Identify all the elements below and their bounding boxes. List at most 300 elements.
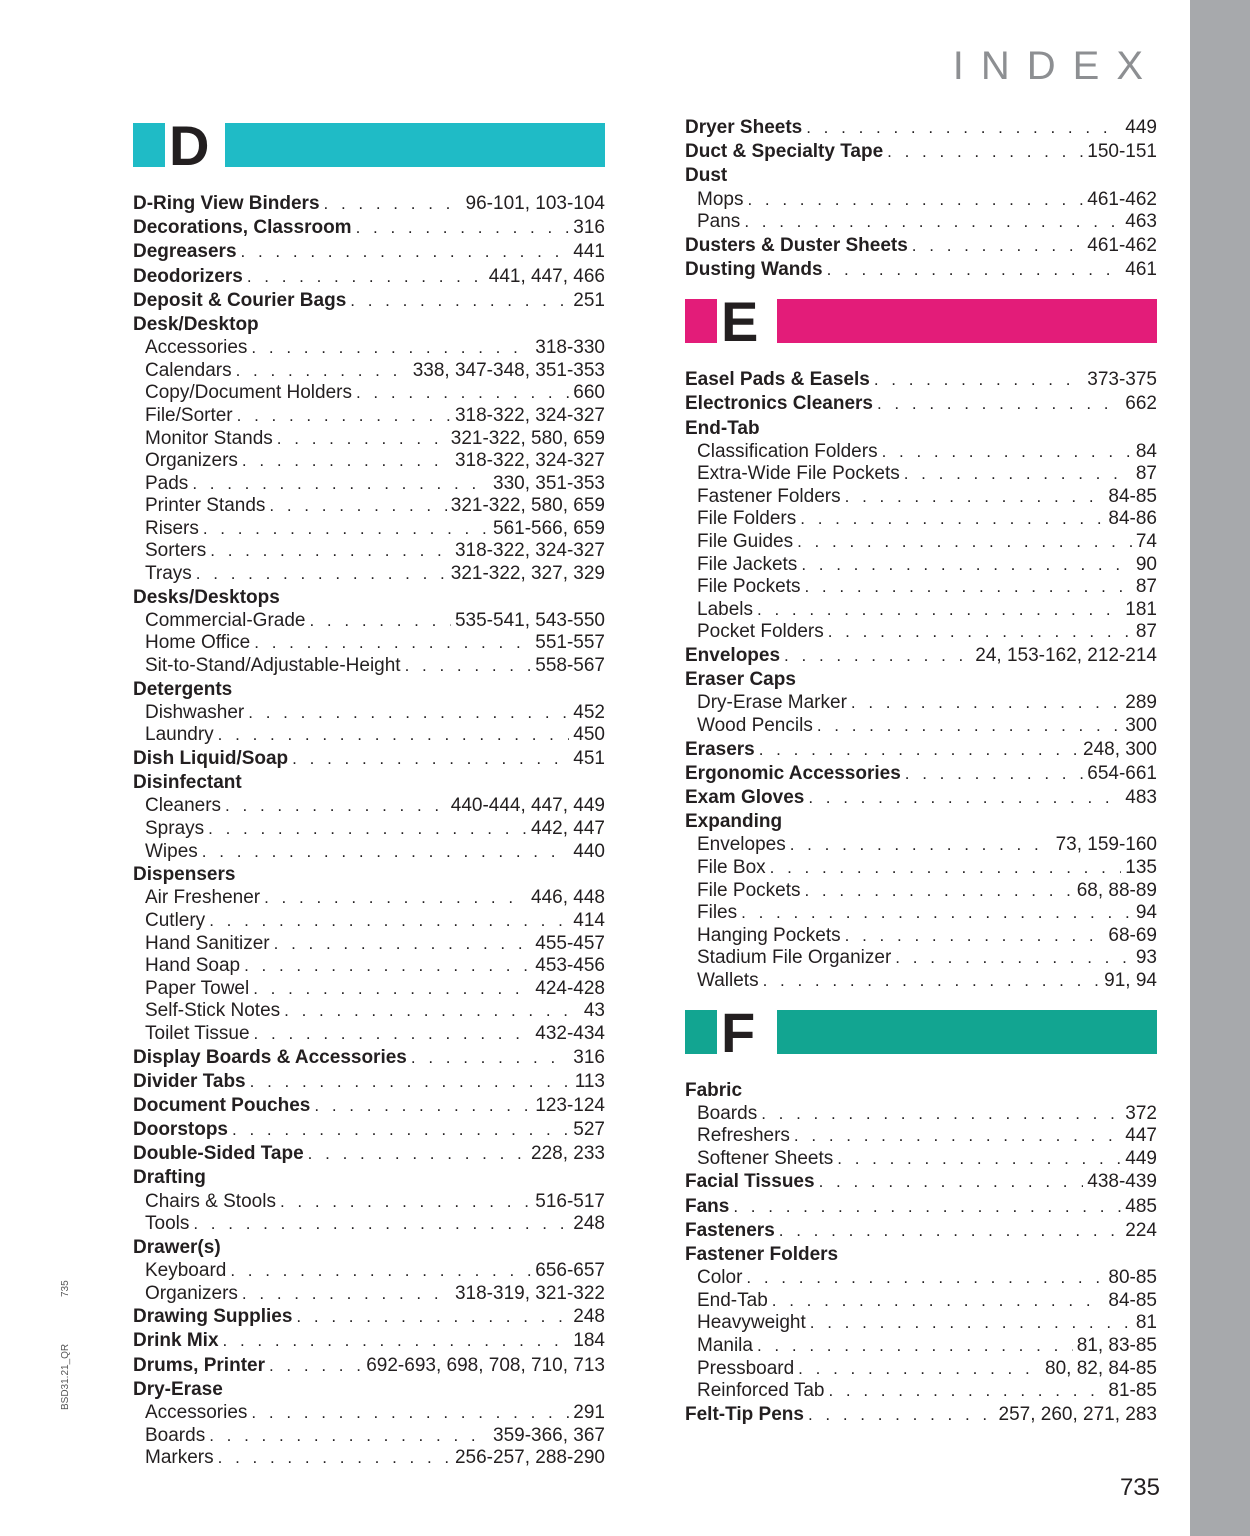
entry-pages: 483 (1125, 786, 1157, 808)
dot-leader (904, 463, 1132, 486)
index-subentry (133, 795, 605, 818)
entry-pages: 452 (573, 701, 605, 723)
dot-leader (225, 795, 447, 818)
section-bar-left (133, 123, 165, 167)
entry-label: Labels (697, 598, 753, 620)
entry-label: Duct & Specialty Tape (685, 141, 884, 163)
dot-leader (784, 644, 971, 668)
index-subentry (133, 841, 605, 864)
section-letter: E (721, 290, 759, 354)
entry-label: Fasteners (685, 1219, 775, 1241)
index-subentry (685, 621, 1157, 644)
dot-leader (350, 289, 569, 313)
index-subentry (685, 1103, 1157, 1126)
entry-label: Cutlery (145, 909, 206, 931)
entry-pages: 438-439 (1087, 1171, 1157, 1193)
index-subentry (685, 692, 1157, 715)
index-entry (685, 1170, 1157, 1194)
entry-pages: 321-322, 580, 659 (450, 495, 605, 517)
index-entry (685, 810, 1157, 834)
entry-pages: 96-101, 103-104 (465, 193, 605, 214)
dot-leader (251, 337, 531, 360)
index-subentry (133, 518, 605, 541)
entry-label: Sit-to-Stand/Adjustable-Height (145, 655, 401, 677)
entry-pages: 656-657 (535, 1260, 605, 1281)
dot-leader (887, 140, 1083, 164)
entry-label: Keyboard (145, 1260, 227, 1281)
entry-label: Calendars (145, 359, 232, 381)
entry-pages: 321-322, 327, 329 (450, 563, 605, 585)
side-strip (1190, 0, 1250, 1536)
dot-leader (193, 1213, 569, 1236)
entry-label: Organizers (145, 1282, 238, 1304)
dot-leader (274, 933, 532, 956)
index-entry (685, 786, 1157, 810)
index-entry (685, 234, 1157, 258)
dot-leader (218, 724, 570, 747)
index-subentry (133, 610, 605, 633)
entry-pages: 291 (573, 1401, 605, 1423)
dot-leader (209, 910, 569, 933)
dot-leader (828, 621, 1132, 644)
dot-leader (877, 392, 1121, 416)
entry-label: Disinfectant (133, 772, 242, 794)
entry-pages: 74 (1135, 531, 1157, 553)
entry-label: File Jackets (697, 553, 798, 575)
index-subentry (685, 902, 1157, 925)
job-code: BSD31.21_QR (60, 1343, 71, 1410)
entry-label: Home Office (145, 632, 251, 654)
entry-pages: 373-375 (1087, 369, 1157, 391)
entry-pages: 441 (573, 241, 605, 263)
section-header-d (133, 114, 605, 177)
dot-leader (797, 531, 1132, 554)
entry-label: Hand Sanitizer (145, 932, 270, 954)
dot-leader (405, 655, 532, 678)
index-entry (685, 1219, 1157, 1243)
index-subentry (685, 970, 1157, 993)
entry-label: Decorations, Classroom (133, 217, 352, 239)
index-subentry (133, 1283, 605, 1306)
index-entry (133, 1070, 605, 1094)
index-subentry (685, 189, 1157, 212)
dot-leader (277, 428, 447, 451)
entry-label: Laundry (145, 724, 214, 746)
dot-leader (804, 576, 1131, 599)
index-subentry (685, 1358, 1157, 1381)
entry-label: Facial Tissues (685, 1171, 815, 1193)
print-code (60, 1280, 80, 1410)
entry-label: Self-Stick Notes (145, 1000, 281, 1022)
dot-leader (242, 1283, 451, 1306)
index-entry (133, 1305, 605, 1329)
entry-pages: 94 (1135, 902, 1157, 924)
index-subentry (133, 1260, 605, 1283)
dot-leader (230, 1260, 531, 1283)
dot-leader (356, 216, 570, 240)
entry-pages: 441, 447, 466 (488, 265, 605, 287)
index-subentry (685, 834, 1157, 857)
index-entry (133, 747, 605, 771)
entry-label: Sprays (145, 817, 205, 839)
entry-pages: 87 (1135, 463, 1157, 485)
dot-leader (779, 1219, 1122, 1243)
entry-label: Wood Pencils (697, 715, 813, 736)
entry-pages: 93 (1135, 947, 1157, 969)
entry-label: Dishwasher (145, 701, 245, 723)
entry-label: File Folders (697, 508, 797, 530)
index-subentry (133, 405, 605, 428)
section-bar-right (225, 123, 605, 167)
entry-pages: 81, 83-85 (1076, 1335, 1157, 1356)
index-subentry (685, 1148, 1157, 1171)
dot-leader (761, 1103, 1121, 1126)
entry-label: Electronics Cleaners (685, 393, 873, 415)
entry-label: Extra-Wide File Pockets (697, 463, 900, 485)
entry-pages: 561-566, 659 (493, 517, 605, 539)
index-entry (133, 771, 605, 795)
entry-pages: 300 (1125, 715, 1157, 736)
dot-leader (837, 1148, 1121, 1171)
entry-label: Pocket Folders (697, 621, 824, 643)
entry-label: Envelopes (697, 834, 786, 856)
dot-leader (269, 495, 446, 518)
index-subentry (133, 1447, 605, 1470)
entry-pages: 257, 260, 271, 283 (998, 1403, 1157, 1425)
entry-pages: 81 (1135, 1312, 1157, 1334)
dot-leader (254, 1023, 532, 1046)
entry-label: Desks/Desktops (133, 586, 280, 608)
index-subentry (685, 211, 1157, 234)
index-subentry (685, 925, 1157, 948)
entry-pages: 558-567 (535, 655, 605, 677)
entry-pages: 447 (1125, 1125, 1157, 1147)
dot-leader (804, 880, 1072, 903)
index-entry (133, 863, 605, 887)
entry-label: Chairs & Stools (145, 1190, 276, 1212)
entry-label: Classification Folders (697, 440, 878, 462)
dot-leader (236, 360, 409, 383)
entry-label: Eraser Caps (685, 669, 796, 691)
index-subentry (685, 576, 1157, 599)
section-bar-left (685, 1010, 717, 1054)
dot-leader (247, 265, 485, 289)
dot-leader (851, 692, 1121, 715)
dot-leader (314, 1094, 531, 1118)
entry-pages: 535-541, 543-550 (454, 609, 605, 631)
entry-pages: 318-322, 324-327 (454, 404, 605, 426)
index-entry (133, 1142, 605, 1166)
entry-label: Pressboard (697, 1357, 795, 1379)
dot-leader (241, 240, 570, 264)
index-entry (133, 313, 605, 337)
index-subentry (133, 818, 605, 841)
entry-label: Softener Sheets (697, 1147, 834, 1169)
dot-leader (254, 632, 531, 655)
entry-label: Deodorizers (133, 265, 243, 287)
index-entry (133, 1378, 605, 1402)
dot-leader (208, 818, 527, 841)
entry-label: Reinforced Tab (697, 1380, 825, 1402)
entry-pages: 84-86 (1108, 508, 1157, 530)
entry-pages: 316 (573, 1046, 605, 1068)
entry-pages: 461-462 (1087, 188, 1157, 210)
entry-pages: 516-517 (535, 1190, 605, 1212)
section-bar-right (777, 299, 1157, 343)
index-subentry (133, 382, 605, 405)
index-subentry (133, 933, 605, 956)
index-subentry (685, 1125, 1157, 1148)
index-subentry (685, 463, 1157, 486)
entry-pages: 87 (1135, 621, 1157, 643)
entry-pages: 123-124 (535, 1094, 605, 1116)
entry-label: Detergents (133, 678, 233, 700)
dot-leader (223, 1329, 570, 1353)
entry-pages: 316 (573, 217, 605, 239)
index-subentry (133, 955, 605, 978)
entry-label: Expanding (685, 811, 783, 833)
section-header-f (685, 1000, 1157, 1064)
entry-label: Exam Gloves (685, 786, 805, 808)
entry-label: Trays (145, 563, 192, 585)
entry-label: Dusters & Duster Sheets (685, 234, 908, 256)
entry-pages: 84-85 (1108, 485, 1157, 507)
entry-label: Drawing Supplies (133, 1306, 293, 1328)
entry-label: Hanging Pockets (697, 924, 841, 946)
entry-pages: 455-457 (535, 932, 605, 954)
entry-pages: 248, 300 (1083, 738, 1157, 760)
dot-leader (356, 382, 569, 405)
index-entry (685, 258, 1157, 282)
dot-leader (800, 508, 1104, 531)
index-entry (133, 240, 605, 264)
entry-label: Accessories (145, 337, 248, 359)
dot-leader (759, 738, 1079, 762)
index-subentry (685, 715, 1157, 738)
entry-pages: 248 (573, 1213, 605, 1235)
entry-label: Dry-Erase Marker (697, 692, 847, 714)
index-entry (685, 1195, 1157, 1219)
dot-leader (819, 1170, 1084, 1194)
entry-pages: 654-661 (1087, 762, 1157, 784)
index-subentry (133, 910, 605, 933)
dot-leader (242, 450, 451, 473)
entry-label: Files (697, 902, 738, 924)
index-entry (133, 678, 605, 702)
entry-label: Paper Towel (145, 977, 250, 999)
entry-label: Ergonomic Accessories (685, 762, 901, 784)
dot-leader (251, 1402, 569, 1425)
entry-label: Dryer Sheets (685, 117, 803, 138)
index-subentry (133, 1425, 605, 1448)
entry-label: End-Tab (685, 417, 760, 439)
index-subentry (685, 1335, 1157, 1358)
dot-leader (741, 902, 1132, 925)
index-entry (133, 1046, 605, 1070)
entry-pages: 449 (1125, 117, 1157, 138)
page-title: INDEX (952, 44, 1160, 88)
entry-label: Wipes (145, 840, 198, 862)
dot-leader (292, 747, 569, 771)
dot-leader (794, 1125, 1121, 1148)
entry-label: Envelopes (685, 645, 781, 667)
entry-pages: 24, 153-162, 212-214 (975, 645, 1157, 667)
entry-label: Accessories (145, 1401, 248, 1423)
index-entry (133, 192, 605, 216)
dot-leader (763, 970, 1101, 993)
index-subentry (685, 554, 1157, 577)
entry-pages: 338, 347-348, 351-353 (412, 359, 605, 381)
index-subentry (133, 724, 605, 747)
entry-pages: 289 (1125, 692, 1157, 714)
dot-leader (244, 955, 531, 978)
entry-pages: 440-444, 447, 449 (450, 795, 605, 817)
entry-pages: 321-322, 580, 659 (450, 427, 605, 449)
entry-label: Drawer(s) (133, 1236, 221, 1258)
index-subentry (685, 1380, 1157, 1403)
entry-pages: 248 (573, 1306, 605, 1328)
dot-leader (203, 518, 489, 541)
index-subentry (685, 880, 1157, 903)
entry-pages: 451 (573, 748, 605, 769)
entry-label: Risers (145, 517, 199, 539)
entry-label: Monitor Stands (145, 427, 273, 449)
index-column-right (685, 116, 1157, 1427)
entry-pages: 450 (573, 724, 605, 746)
entry-label: Doorstops (133, 1119, 228, 1141)
entry-pages: 660 (573, 382, 605, 404)
entry-label: Mops (697, 188, 744, 210)
index-subentry (133, 337, 605, 360)
index-entry (685, 164, 1157, 188)
entry-pages: 446, 448 (531, 887, 605, 909)
dot-leader (218, 1447, 451, 1470)
dot-leader (237, 405, 451, 428)
entry-pages: 80-85 (1108, 1267, 1157, 1289)
entry-label: Heavyweight (697, 1312, 806, 1334)
entry-pages: 662 (1125, 393, 1157, 415)
index-subentry (133, 540, 605, 563)
entry-label: Refreshers (697, 1125, 790, 1147)
index-entry (133, 1236, 605, 1260)
entry-label: Boards (697, 1102, 758, 1124)
entry-pages: 43 (583, 1000, 605, 1022)
dot-leader (817, 715, 1121, 738)
dot-leader (806, 116, 1121, 140)
index-entry (685, 1243, 1157, 1267)
entry-label: Pans (697, 211, 741, 233)
entry-label: Stadium File Organizer (697, 947, 892, 969)
entry-label: Sorters (145, 540, 207, 562)
index-entry (685, 368, 1157, 392)
index-entry (133, 586, 605, 610)
dot-leader (210, 540, 451, 563)
index-entry (133, 1354, 605, 1378)
entry-label: Deposit & Courier Bags (133, 289, 347, 311)
dot-leader (202, 841, 570, 864)
dot-leader (232, 1118, 569, 1142)
entry-label: Boards (145, 1424, 206, 1446)
index-subentry (685, 1267, 1157, 1290)
entry-label: Felt-Tip Pens (685, 1403, 804, 1425)
index-entry (685, 140, 1157, 164)
dot-leader (250, 1070, 571, 1094)
index-entry (133, 1118, 605, 1142)
dot-leader (790, 834, 1052, 857)
entry-label: Dish Liquid/Soap (133, 748, 289, 769)
entry-label: Markers (145, 1447, 214, 1469)
dot-leader (296, 1305, 569, 1329)
index-subentry (133, 702, 605, 725)
entry-pages: 453-456 (535, 955, 605, 977)
dot-leader (192, 473, 489, 496)
dot-leader (772, 1290, 1105, 1313)
index-entry (685, 762, 1157, 786)
entry-label: Fabric (685, 1079, 743, 1101)
entry-label: File/Sorter (145, 404, 233, 426)
dot-leader (827, 258, 1122, 282)
index-entry (133, 1094, 605, 1118)
entry-pages: 318-322, 324-327 (454, 450, 605, 472)
entry-label: Drink Mix (133, 1330, 219, 1352)
entry-label: Degreasers (133, 241, 237, 263)
entry-pages: 461 (1125, 258, 1157, 280)
entry-pages: 359-366, 367 (493, 1424, 605, 1446)
entry-pages: 551-557 (535, 632, 605, 654)
entry-pages: 84-85 (1108, 1289, 1157, 1311)
index-entry (133, 289, 605, 313)
index-subentry (133, 1213, 605, 1236)
entry-pages: 256-257, 288-290 (454, 1447, 605, 1469)
dot-leader (770, 857, 1122, 880)
entry-pages: 228, 233 (531, 1143, 605, 1165)
index-entry (685, 116, 1157, 140)
dot-leader (308, 1142, 527, 1166)
entry-pages: 91, 94 (1104, 969, 1157, 991)
dot-leader (209, 1425, 489, 1448)
entry-label: File Pockets (697, 879, 801, 901)
index-subentry (133, 1191, 605, 1214)
dot-leader (746, 1267, 1104, 1290)
dot-leader (845, 925, 1105, 948)
index-subentry (133, 428, 605, 451)
index-entry (133, 1166, 605, 1190)
entry-pages: 432-434 (535, 1022, 605, 1044)
entry-label: Printer Stands (145, 495, 266, 517)
entry-label: Dry-Erase (133, 1378, 223, 1400)
entry-pages: 68, 88-89 (1076, 879, 1157, 901)
index-entry (685, 668, 1157, 692)
entry-pages: 485 (1125, 1195, 1157, 1217)
entry-label: Document Pouches (133, 1094, 311, 1116)
index-subentry (685, 441, 1157, 464)
entry-pages: 372 (1125, 1102, 1157, 1124)
entry-label: Fastener Folders (685, 1244, 839, 1266)
entry-label: Copy/Document Holders (145, 382, 352, 404)
entry-pages: 73, 159-160 (1055, 834, 1157, 856)
dot-leader (845, 486, 1105, 509)
entry-label: Drafting (133, 1167, 206, 1189)
index-subentry (133, 473, 605, 496)
index-entry (685, 417, 1157, 441)
index-subentry (133, 495, 605, 518)
entry-label: End-Tab (697, 1289, 768, 1311)
index-subentry (685, 1312, 1157, 1335)
index-subentry (133, 632, 605, 655)
section-letter: D (169, 114, 210, 177)
index-entry (685, 392, 1157, 416)
entry-pages: 424-428 (535, 977, 605, 999)
